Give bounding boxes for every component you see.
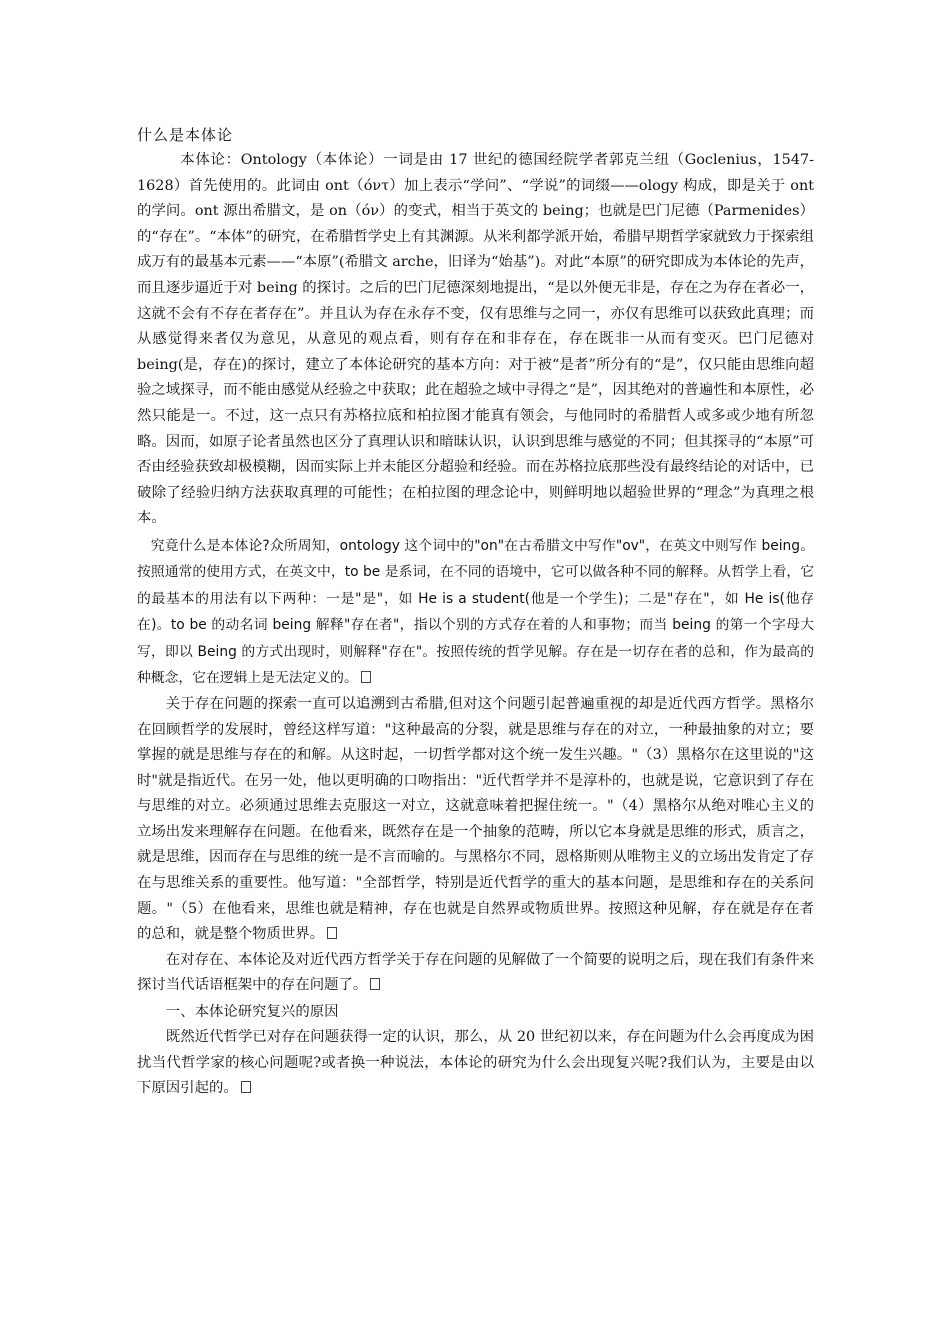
paragraph-transition bbox=[137, 948, 814, 999]
missing-glyph-icon bbox=[327, 927, 337, 939]
document-title: 什么是本体论 bbox=[137, 126, 234, 144]
missing-glyph-icon bbox=[370, 978, 380, 990]
paragraph-text: 既然近代哲学已对存在问题获得一定的认识，那么，从 20 世纪初以来，存在问题为什么会再度成为困扰当代哲学家的核心问题呢?或者换一种说法，本体论的研究为什么会出现复兴呢?我们认为，主要是由以下原因引起的。 bbox=[137, 1029, 814, 1097]
section-heading: 一、本体论研究复兴的原因 bbox=[165, 1004, 339, 1021]
paragraph-text: 究竟什么是本体论?众所周知，ontology 这个词中的"on"在古希腊文中写作"ov"，在英文中则写作 being。按照通常的使用方式，在英文中，to be 是系词，在不同的语境中，它可以做各种不同的解释。从哲学上看，它的最基本的用法有以下两种：一是"是"，如 He is a student(他是一个学生)；二是"存在"，如 He is(他存在)。to be 的动名词 being 解释"存在者"，指以个别的方式存在着的人和事物；而当 being 的第一个字母大写，即以 Being 的方式出现时，则解释"存在"。按照传统的哲学见解。存在是一切存在者的总和，作为最高的种概念，它在逻辑上是无法定义的。 bbox=[137, 537, 814, 687]
paragraph-text: 在对存在、本体论及对近代西方哲学关于存在问题的见解做了一个简要的说明之后，现在我们有条件来探讨当代话语框架中的存在问题了。 bbox=[137, 951, 814, 994]
missing-glyph-icon bbox=[241, 1081, 251, 1093]
paragraph-text: 关于存在问题的探索一直可以追溯到古希腊,但对这个问题引起普遍重视的却是近代西方哲学。黑格尔在回顾哲学的发展时，曾经这样写道："这种最高的分裂，就是思维与存在的对立，一种最抽象的对立；要掌握的就是思维与存在的和解。从这时起，一切哲学都对这个统一发生兴趣。"（3）黑格尔在这里说的"这时"就是指近代。在另一处，他以更明确的口吻指出："近代哲学并不是淳朴的，也就是说，它意识到了存在与思维的对立。必须通过思维去克服这一对立，这就意味着把握住统一。"（4）黑格尔从绝对唯心主义的立场出发来理解存在问题。在他看来，既然存在是一个抽象的范畴，所以它本身就是思维的形式，质言之，就是思维，因而存在与思维的统一是不言而喻的。与黑格尔不同，恩格斯则从唯物主义的立场出发肯定了存在与思维关系的重要性。他写道："全部哲学，特别是近代哲学的重大的基本问题，是思维和存在的关系问题。"（5）在他看来，思维也就是精神，存在也就是自然界或物质世界。按照这种见解，存在就是存在者的总和，就是整个物质世界。 bbox=[137, 695, 814, 943]
document-page bbox=[137, 124, 814, 1102]
paragraph-ontology-definition: 本体论：Ontology（本体论）一词是由 17 世纪的德国经院学者郭克兰纽（Goclenius，1547-1628）首先使用的。此词由 ont（όντ）加上表示“学问”、“学说”的词缀——ology 构成，即是关于 ont 的学问。ont 源出希腊文，是 on（όν）的变式，相当于英文的 being；也就是巴门尼德（Parmenides）的“存在”。“本体”的研究，在希腊哲学史上有其渊源。从米利都学派开始，希腊早期哲学家就致力于探索组成万有的最基本元素——“本原”(希腊文 arche，旧译为“始基”)。对此“本原”的研究即成为本体论的先声，而且逐步逼近于对 being 的探讨。之后的巴门尼德深刻地提出，“是以外便无非是，存在之为存在者必一，这就不会有不存在者存在”。并且认为存在永存不变，仅有思维与之同一，亦仅有思维可以获致此真理；而从感觉得来者仅为意见，从意见的观点看，则有存在和非存在，存在既非一从而有变灭。巴门尼德对 being(是，存在)的探讨，建立了本体论研究的基本方向：对于被“是者”所分有的“是”，仅只能由思维向超验之域探寻，而不能由感觉从经验之中获取；此在超验之域中寻得之“是”，因其绝对的普遍性和本原性，必然只能是一。不过，这一点只有苏格拉底和柏拉图才能真有领会，与他同时的希腊哲人或多或少地有所忽略。因而，如原子论者虽然也区分了真理认识和暗昧认识，认识到思维与感觉的不同；但其探寻的“本原”可否由经验获致却极模糊，因而实际上并未能区分超验和经验。而在苏格拉底那些没有最终结论的对话中，已破除了经验归纳方法获取真理的可能性；在柏拉图的理念论中，则鲜明地以超验世界的“理念”为真理之根本。 bbox=[137, 152, 815, 527]
paragraph-what-is-ontology bbox=[137, 533, 814, 692]
missing-glyph-icon bbox=[361, 671, 371, 683]
paragraph-revival-reasons bbox=[137, 1025, 814, 1102]
paragraph-hegel-engels bbox=[137, 692, 814, 948]
